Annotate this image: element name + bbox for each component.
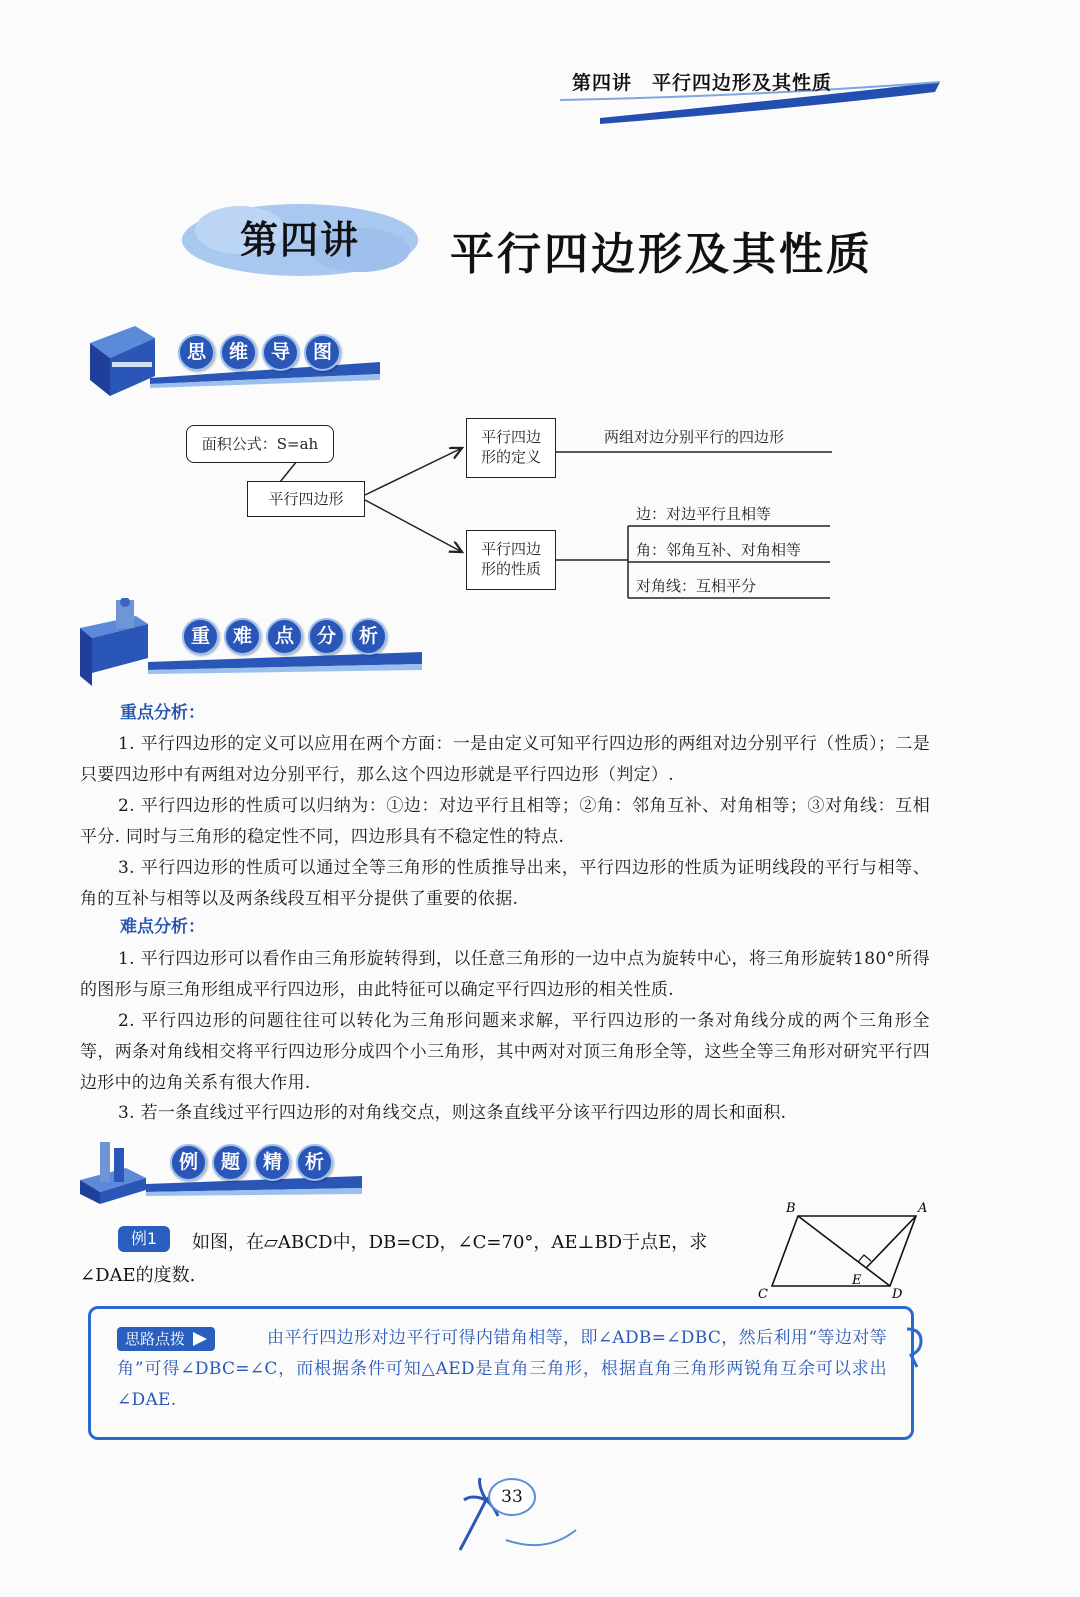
key-analysis-heading: 重点分析： [120, 703, 205, 723]
property-node-line: 平行四边 [480, 540, 541, 558]
property-node-line: 形的性质 [480, 560, 541, 578]
difficult-point-1: 1. 平行四边形可以看作由三角形旋转得到，以任意三角形的一边中点为旋转中心，将三角形旋转180°所得的图形与原三角形组成平行四边形，由此特征可以确定平行四边形的相关性质. [80, 949, 930, 1000]
section-char: 题 [212, 1144, 249, 1181]
mind-map [0, 400, 1080, 610]
center-node-label: 平行四边形 [268, 490, 344, 508]
area-formula-box [186, 425, 334, 463]
key-point-1: 1. 平行四边形的定义可以应用在两个方面：一是由定义可知平行四边形的两组对边分别平行（性质）；二是只要四边形中有两组对边分别平行，那么这个四边形就是平行四边形（判定）. [80, 734, 930, 785]
difficult-analysis-heading: 难点分析： [120, 917, 205, 937]
property-side: 边：对边平行且相等 [636, 505, 772, 523]
label-b: B [786, 1201, 796, 1216]
play-arrow-icon [193, 1332, 207, 1346]
label-a: A [918, 1201, 928, 1216]
page-number: 33 [488, 1478, 536, 1516]
section-char: 维 [220, 334, 257, 371]
section-char: 图 [304, 334, 341, 371]
definition-node-line: 形的定义 [480, 448, 541, 466]
section-char: 难 [224, 618, 261, 655]
section-char: 例 [170, 1144, 207, 1181]
section-char: 思 [178, 334, 215, 371]
property-node [466, 530, 556, 590]
label-c: C [758, 1287, 768, 1302]
label-e: E [852, 1273, 862, 1288]
hint-text: 由平行四边形对边平行可得内错角相等，即∠ADB=∠DBC，然后利用“等边对等角”可得∠DBC=∠C，而根据条件可知△AED是直角三角形，根据直角三角形两锐角互余可以求出∠DAE. [117, 1328, 887, 1410]
label-d: D [892, 1287, 903, 1302]
section-char: 精 [254, 1144, 291, 1181]
hint-box [88, 1306, 914, 1440]
definition-text: 两组对边分别平行的四边形 [604, 428, 785, 446]
section-char: 析 [350, 618, 387, 655]
clip-hook-icon [903, 1325, 925, 1369]
hint-tag [117, 1327, 215, 1351]
center-node [247, 481, 365, 517]
section-char: 分 [308, 618, 345, 655]
property-angle: 角：邻角互补、对角相等 [636, 541, 802, 559]
difficult-point-3: 3. 若一条直线过平行四边形的对角线交点，则这条直线平分该平行四边形的周长和面积. [118, 1103, 787, 1123]
section-examples [76, 1134, 366, 1214]
example-text: 如图，在▱ABCD中，DB=CD，∠C=70°，AE⊥BD于点E，求∠DAE的度数. [80, 1232, 708, 1286]
header-swoosh-icon [0, 0, 1080, 140]
property-diagonal: 对角线：互相平分 [636, 577, 757, 595]
section-char: 导 [262, 334, 299, 371]
key-point-3: 3. 平行四边形的性质可以通过全等三角形的性质推导出来，平行四边形的性质为证明线段的平行与相等、角的互补与相等以及两条线段互相平分提供了重要的依据. [80, 858, 930, 909]
running-title: 第四讲 平行四边形及其性质 [572, 72, 833, 94]
hint-tag-label: 思路点拨 [125, 1330, 186, 1348]
chapter-title: 平行四边形及其性质 [450, 229, 873, 280]
chapter-badge [180, 200, 420, 280]
running-header [0, 0, 1080, 140]
definition-node [466, 418, 556, 478]
area-formula: 面积公式：S=ah [201, 435, 319, 453]
key-point-2: 2. 平行四边形的性质可以归纳为：①边：对边平行且相等；②角：邻角互补、对角相等；③对角线：互相平分. 同时与三角形的稳定性不同，四边形具有不稳定性的特点. [80, 796, 930, 847]
section-char: 重 [182, 618, 219, 655]
chapter-label: 第四讲 [239, 217, 360, 262]
parallelogram-figure [750, 1198, 940, 1306]
section-mind-map [80, 318, 380, 388]
section-key-points [76, 598, 426, 688]
definition-node-line: 平行四边 [480, 428, 541, 446]
example-tag: 例1 [118, 1226, 170, 1252]
section-char: 点 [266, 618, 303, 655]
difficult-point-2: 2. 平行四边形的问题往往可以转化为三角形问题来求解，平行四边形的一条对角线分成的两个三角形全等，两条对角线相交将平行四边形分成四个小三角形，其中两对对顶三角形全等，这些全等三角形对研究平行四边形中的边角关系有很大作用. [80, 1011, 930, 1093]
section-char: 析 [296, 1144, 333, 1181]
